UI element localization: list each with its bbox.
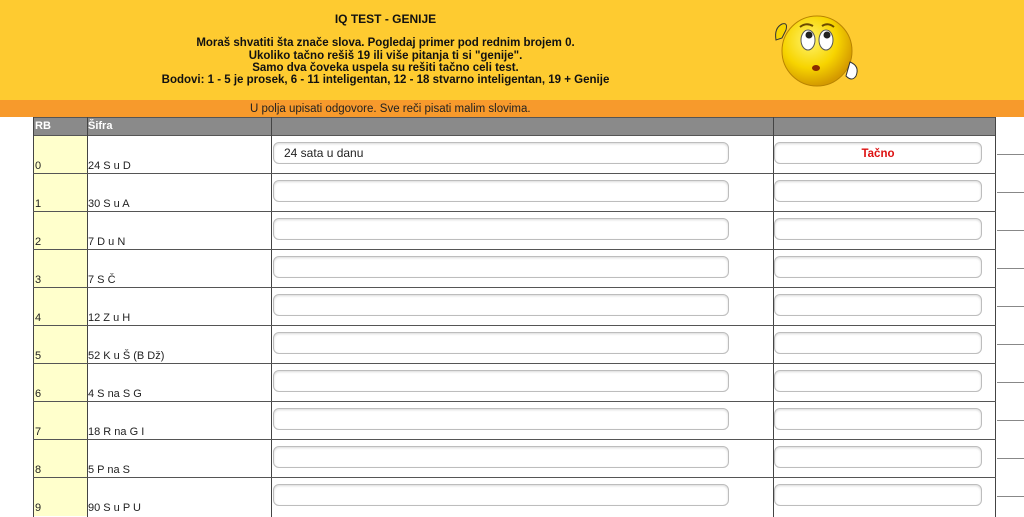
result-box — [774, 256, 982, 278]
row-code: 7 S Č — [88, 274, 116, 286]
answer-input[interactable] — [273, 142, 729, 164]
result-box: Tačno — [774, 142, 982, 164]
header-banner — [0, 0, 1024, 100]
edge-tick — [997, 344, 1024, 345]
answer-input[interactable] — [273, 294, 729, 316]
row-code: 7 D u N — [88, 236, 126, 248]
result-box — [774, 408, 982, 430]
answer-input[interactable] — [273, 408, 729, 430]
result-box — [774, 370, 982, 392]
result-box — [774, 332, 982, 354]
row-number: 2 — [35, 236, 42, 248]
result-box — [774, 180, 982, 202]
row-code: 52 K u Š (B Dž) — [88, 350, 165, 362]
row-number: 7 — [35, 426, 42, 438]
page-title: IQ TEST - GENIJE — [334, 12, 437, 26]
row-number: 4 — [35, 312, 42, 324]
answer-input[interactable] — [273, 218, 729, 240]
header-line: Ukoliko tačno rešiš 19 ili više pitanja ti si "genije". — [248, 50, 523, 62]
edge-tick — [997, 154, 1024, 155]
result-box — [774, 484, 982, 506]
row-code: 4 S na S G — [88, 388, 142, 400]
column-header-code: Šifra — [88, 120, 113, 132]
table-row — [33, 478, 996, 516]
table-row — [33, 402, 996, 440]
answer-input[interactable] — [273, 180, 729, 202]
header-line: Samo dva čoveka uspela su rešiti tačno celi test. — [252, 62, 519, 74]
row-code: 5 P na S — [88, 464, 130, 476]
edge-tick — [997, 192, 1024, 193]
answer-input[interactable] — [273, 484, 729, 506]
table-row — [33, 326, 996, 364]
edge-tick — [997, 268, 1024, 269]
header-line: Bodovi: 1 - 5 je prosek, 6 - 11 inteligentan, 12 - 18 stvarno inteligentan, 19 + Genije — [161, 74, 610, 86]
table-row — [33, 250, 996, 288]
table-row — [33, 364, 996, 402]
answer-input[interactable] — [273, 332, 729, 354]
table-row — [33, 174, 996, 212]
result-box — [774, 218, 982, 240]
row-number: 0 — [35, 160, 42, 172]
row-number: 3 — [35, 274, 42, 286]
table-row — [33, 288, 996, 326]
table-header — [33, 117, 996, 136]
row-number: 8 — [35, 464, 42, 476]
answer-input[interactable] — [273, 370, 729, 392]
row-number: 6 — [35, 388, 42, 400]
answer-input[interactable] — [273, 446, 729, 468]
edge-tick — [997, 306, 1024, 307]
row-code: 24 S u D — [88, 160, 131, 172]
answer-input[interactable] — [273, 256, 729, 278]
instruction-text: U polja upisati odgovore. Sve reči pisati malim slovima. — [250, 103, 531, 115]
row-code: 90 S u P U — [88, 502, 141, 514]
table-row — [33, 440, 996, 478]
row-code: 12 Z u H — [88, 312, 131, 324]
edge-tick — [997, 382, 1024, 383]
edge-tick — [997, 458, 1024, 459]
row-code: 18 R na G I — [88, 426, 145, 438]
row-number: 9 — [35, 502, 42, 514]
edge-tick — [997, 496, 1024, 497]
column-header-rb: RB — [35, 120, 51, 132]
header-line: Moraš shvatiti šta znače slova. Pogledaj primer pod rednim brojem 0. — [196, 37, 575, 49]
edge-tick — [997, 230, 1024, 231]
thinking-smiley-icon — [772, 10, 862, 92]
row-code: 30 S u A — [88, 198, 130, 210]
table-row — [33, 136, 996, 174]
row-number: 1 — [35, 198, 42, 210]
edge-tick — [997, 420, 1024, 421]
result-box — [774, 446, 982, 468]
result-box — [774, 294, 982, 316]
table-row — [33, 212, 996, 250]
row-number: 5 — [35, 350, 42, 362]
